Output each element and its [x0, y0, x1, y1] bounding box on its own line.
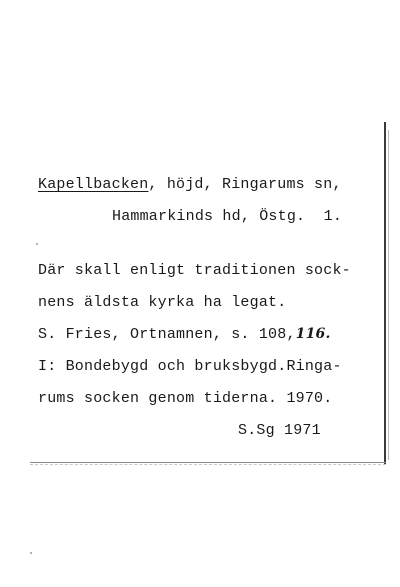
location-line: Hammarkinds hd, Östg. 1. [112, 208, 343, 225]
handwritten-page-addition: 116. [295, 326, 331, 342]
body-line: rums socken genom tiderna. 1970. [38, 390, 333, 407]
source-line [38, 326, 331, 343]
paper-speck [30, 552, 32, 554]
card-right-edge-shadow [388, 130, 389, 460]
card-bottom-edge-shadow [30, 464, 386, 465]
paper-speck [36, 243, 38, 245]
card-right-edge [384, 122, 386, 464]
body-line: nens äldsta kyrka ha legat. [38, 294, 287, 311]
body-line: Där skall enligt traditionen sock- [38, 262, 351, 279]
body-line: I: Bondebygd och bruksbygd.Ringa- [38, 358, 342, 375]
place-name: Kapellbacken [38, 176, 149, 193]
card-bottom-edge [30, 462, 386, 463]
heading-description: , höjd, Ringarums sn, [148, 176, 342, 193]
source-citation: S. Fries, Ortnamnen, s. 108, [38, 326, 296, 343]
signature: S.Sg 1971 [238, 422, 321, 439]
heading-line [38, 176, 342, 193]
